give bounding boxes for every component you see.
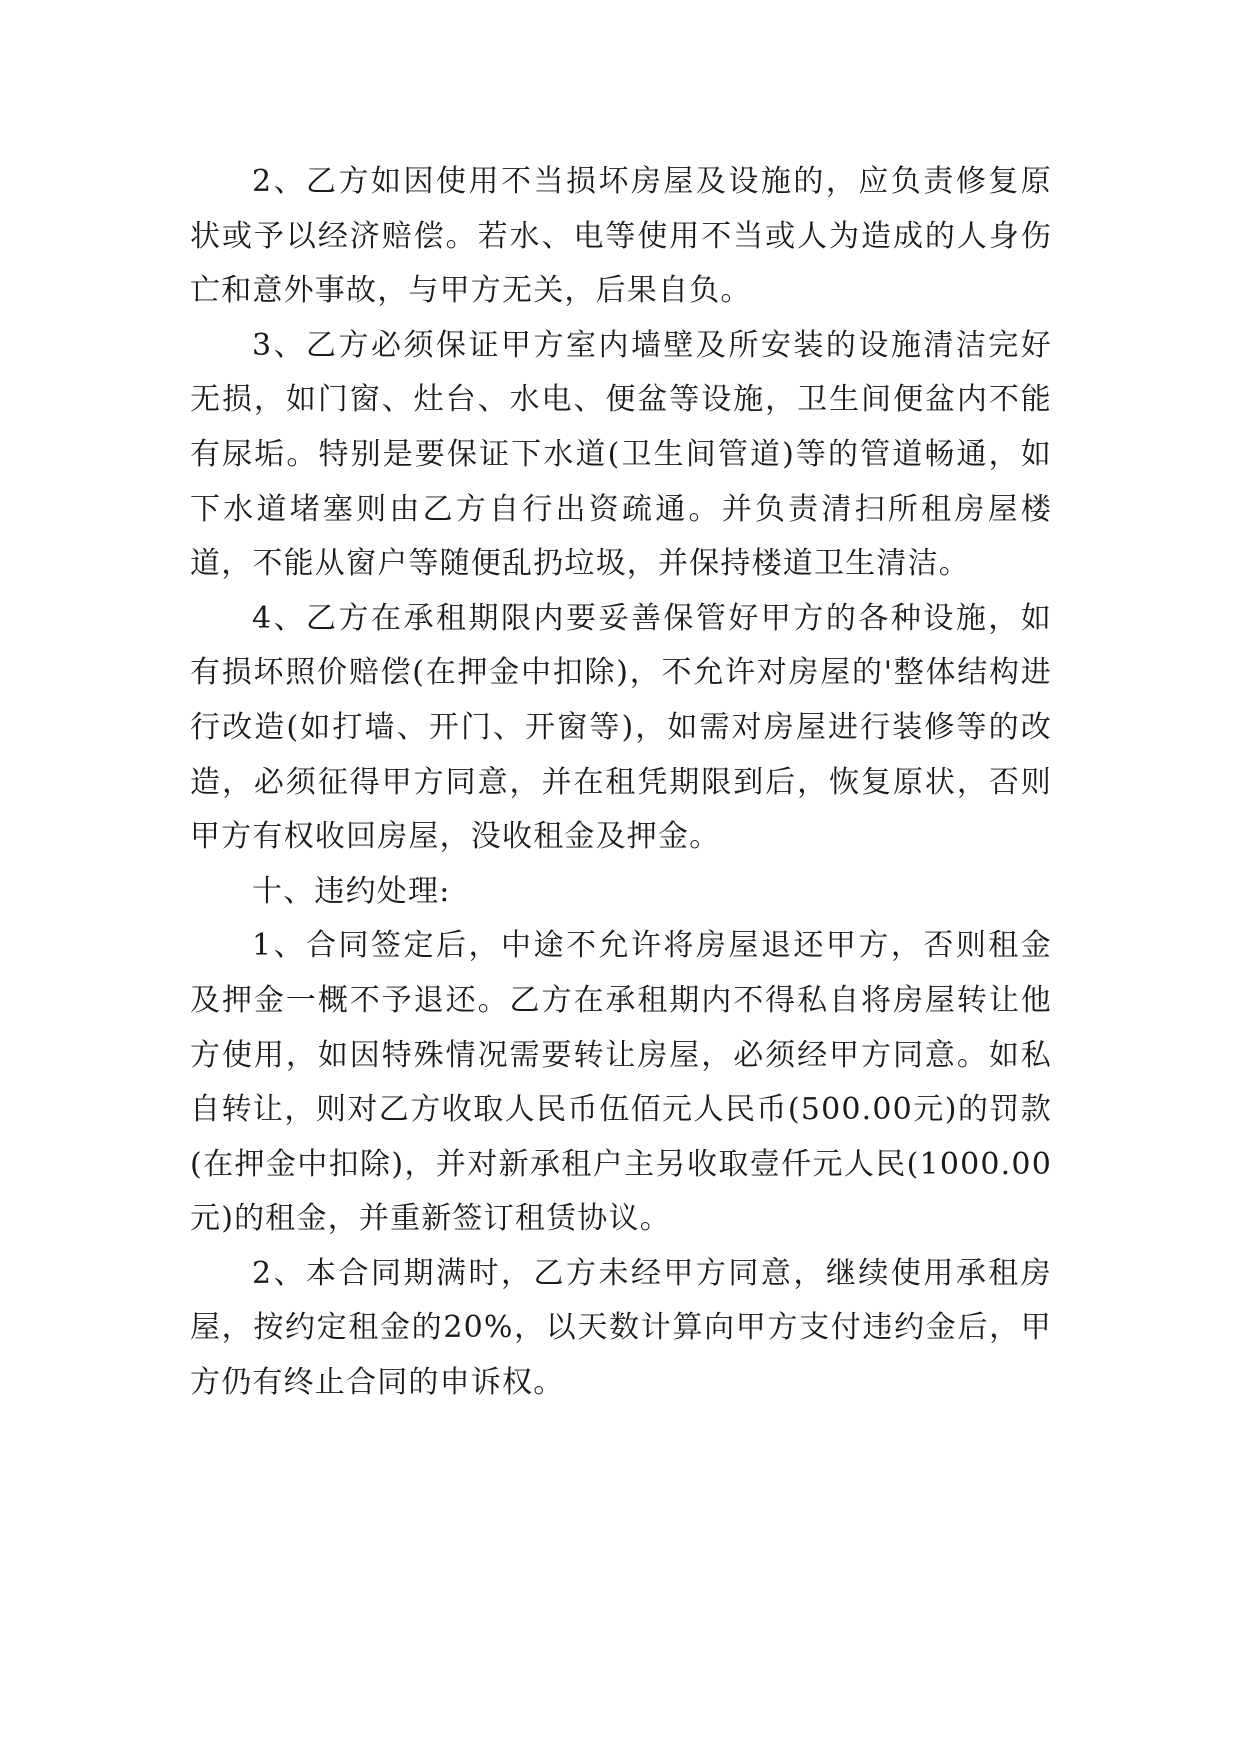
clause-4-facility-care: 4、乙方在承租期限内要妥善保管好甲方的各种设施，如有损坏照价赔偿(在押金中扣除)，不允许对房屋的'整体结构进行改造(如打墙、开门、开窗等)，如需对房屋进行装修等的改造，必须征得甲方同意，并在租凭期限到后，恢复原状，否则甲方有权收回房屋，没收租金及押金。 (190, 600, 1052, 855)
section-heading-breach: 十、违约处理: (252, 873, 451, 909)
breach-clause-1: 1、合同签定后，中途不允许将房屋退还甲方，否则租金及押金一概不予退还。乙方在承租期内不得私自将房屋转让他方使用，如因特殊情况需要转让房屋，必须经甲方同意。如私自转让，则对乙方收取人民币伍佰元人民币(500.00元)的罚款(在押金中扣除)，并对新承租户主另收取壹仟元人民(1000.00元)的租金，并重新签订租赁协议。 (190, 928, 1052, 1237)
breach-clause-2: 2、本合同期满时，乙方未经甲方同意，继续使用承租房屋，按约定租金的20%，以天数计算向甲方支付违约金后，甲方仍有终止合同的申诉权。 (190, 1255, 1052, 1401)
clause-2-damage-repair: 2、乙方如因使用不当损坏房屋及设施的，应负责修复原状或予以经济赔偿。若水、电等使用不当或人为造成的人身伤亡和意外事故，与甲方无关，后果自负。 (190, 164, 1052, 309)
document-page (190, 155, 1052, 1411)
clause-3-cleanliness: 3、乙方必须保证甲方室内墙壁及所安装的设施清洁完好无损，如门窗、灶台、水电、便盆等设施，卫生间便盆内不能有尿垢。特别是要保证下水道(卫生间管道)等的管道畅通，如下水道堵塞则由乙方自行出资疏通。并负责清扫所租房屋楼道，不能从窗户等随便乱扔垃圾，并保持楼道卫生清洁。 (190, 327, 1052, 582)
